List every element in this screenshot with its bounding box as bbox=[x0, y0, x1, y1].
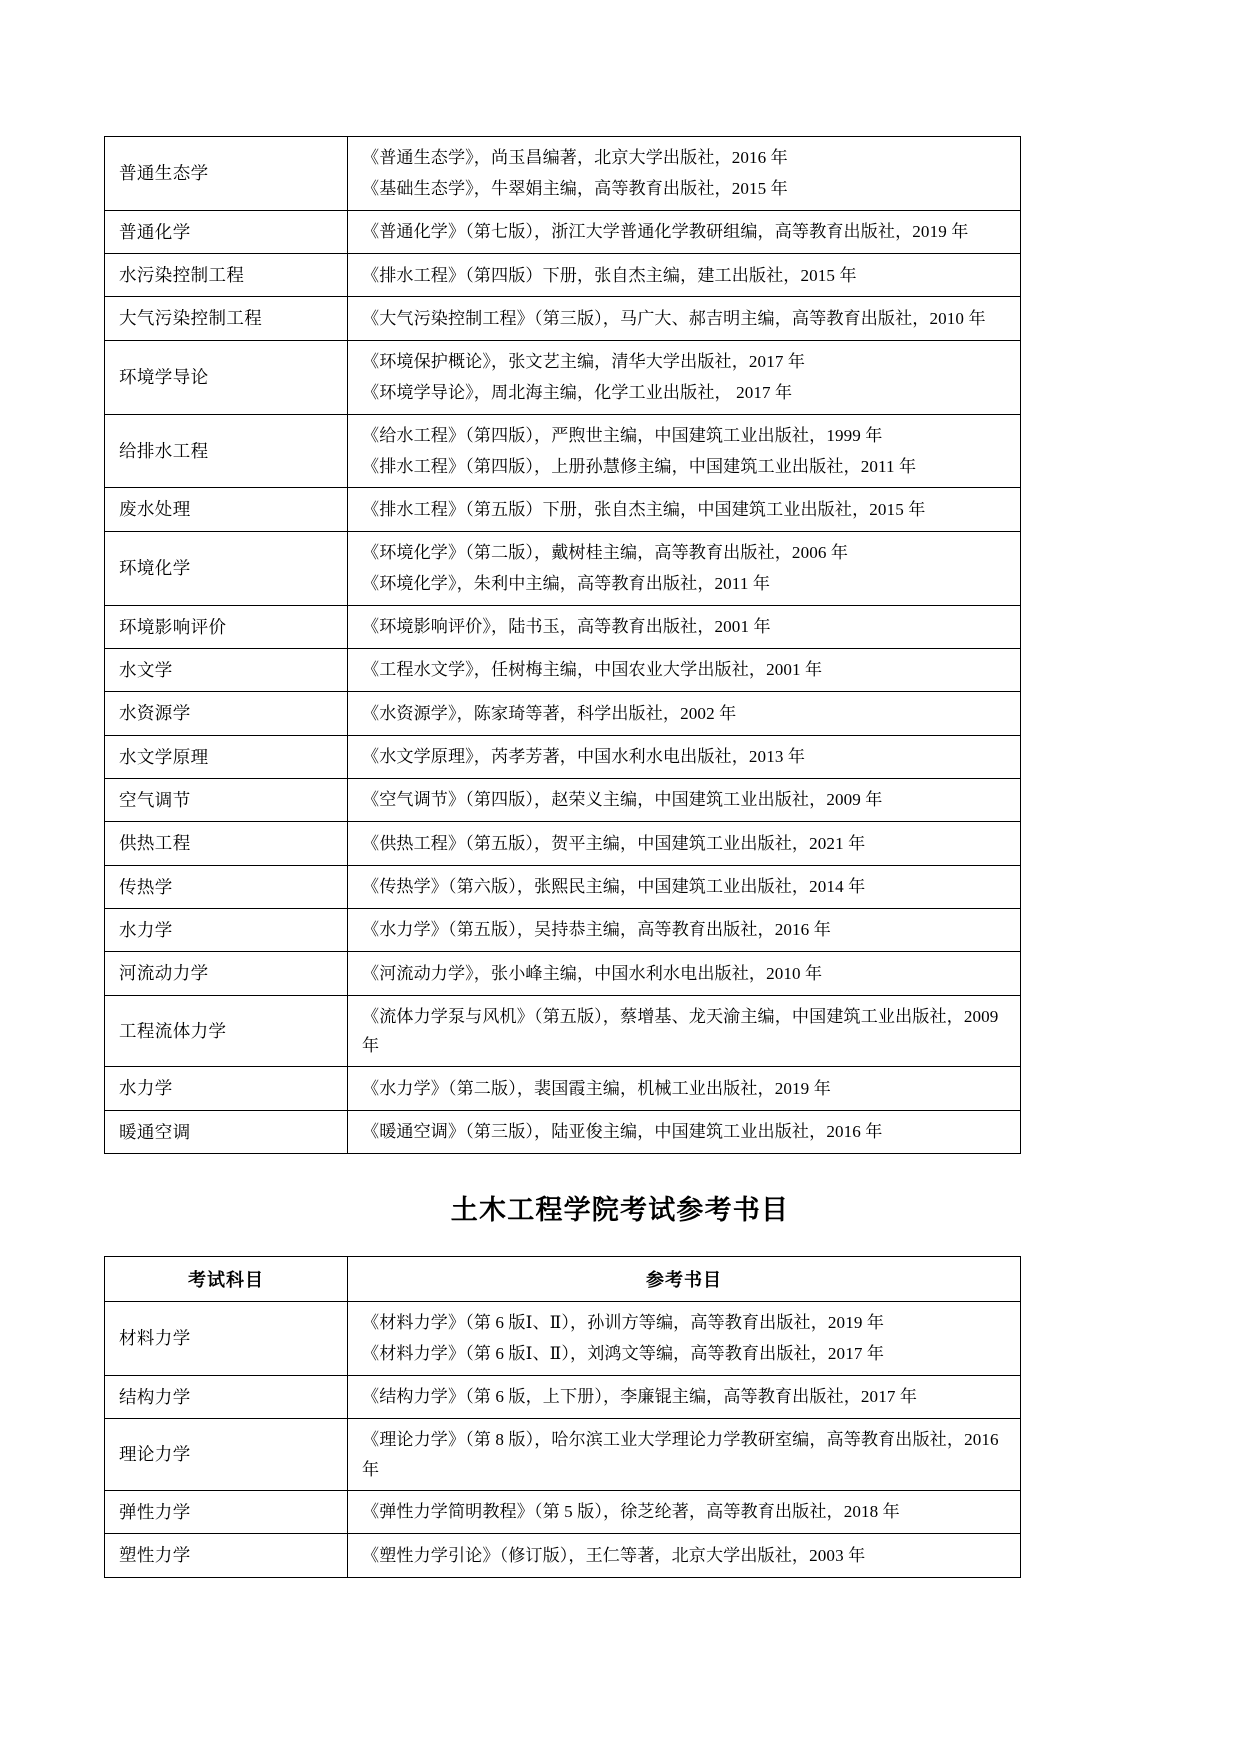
exam-subject-cell: 水文学原理 bbox=[105, 735, 348, 778]
header-books: 参考书目 bbox=[348, 1257, 1021, 1302]
reference-books-cell bbox=[348, 210, 1021, 253]
exam-subject-cell: 环境影响评价 bbox=[105, 605, 348, 648]
exam-subject-cell: 给排水工程 bbox=[105, 414, 348, 488]
exam-subject-cell: 大气污染控制工程 bbox=[105, 297, 348, 340]
exam-subject-cell: 环境化学 bbox=[105, 531, 348, 605]
book-entry: 《排水工程》（第五版）下册，张自杰主编，中国建筑工业出版社，2015 年 bbox=[362, 499, 926, 519]
book-entry: 《水资源学》，陈家琦等著，科学出版社，2002 年 bbox=[362, 703, 737, 723]
reference-books-cell bbox=[348, 254, 1021, 297]
table-row bbox=[105, 822, 1021, 865]
reference-books-cell bbox=[348, 822, 1021, 865]
book-entry: 《环境学导论》，周北海主编，化学工业出版社， 2017 年 bbox=[362, 383, 793, 403]
exam-subject-cell: 塑性力学 bbox=[105, 1534, 348, 1577]
book-entry: 《环境影响评价》，陆书玉，高等教育出版社，2001 年 bbox=[362, 616, 771, 636]
table-row bbox=[105, 297, 1021, 340]
book-entry: 《传热学》（第六版），张熙民主编，中国建筑工业出版社，2014 年 bbox=[362, 877, 866, 897]
table-row bbox=[105, 488, 1021, 531]
book-entry: 《材料力学》（第 6 版Ⅰ、Ⅱ），孙训方等编，高等教育出版社，2019 年 bbox=[362, 1313, 885, 1332]
reference-books-cell bbox=[348, 137, 1021, 211]
exam-subject-cell: 水污染控制工程 bbox=[105, 254, 348, 297]
table-row bbox=[105, 692, 1021, 735]
book-entry: 《普通化学》（第七版），浙江大学普通化学教研组编，高等教育出版社，2019 年 bbox=[362, 222, 969, 242]
exam-subject-cell: 弹性力学 bbox=[105, 1490, 348, 1533]
table-row bbox=[105, 908, 1021, 951]
book-entry: 《水文学原理》，芮孝芳著，中国水利水电出版社，2013 年 bbox=[362, 747, 806, 766]
table-row bbox=[105, 1419, 1021, 1491]
exam-subject-cell: 废水处理 bbox=[105, 488, 348, 531]
reference-books-cell bbox=[348, 1419, 1021, 1491]
table-row bbox=[105, 1067, 1021, 1110]
table-row bbox=[105, 605, 1021, 648]
reference-books-cell bbox=[348, 488, 1021, 531]
reference-books-cell bbox=[348, 531, 1021, 605]
exam-subject-cell: 传热学 bbox=[105, 865, 348, 908]
table-row bbox=[105, 531, 1021, 605]
reference-books-cell bbox=[348, 1534, 1021, 1577]
book-entry: 《普通生态学》，尚玉昌编著，北京大学出版社，2016 年 bbox=[362, 148, 788, 167]
reference-books-cell bbox=[348, 1490, 1021, 1533]
book-entry: 《环境化学》，朱利中主编，高等教育出版社，2011 年 bbox=[362, 574, 771, 594]
reference-books-cell bbox=[348, 1110, 1021, 1153]
table-row bbox=[105, 340, 1021, 414]
exam-subject-cell: 普通化学 bbox=[105, 210, 348, 253]
reference-books-cell bbox=[348, 1375, 1021, 1418]
reference-books-cell bbox=[348, 735, 1021, 778]
reference-books-cell bbox=[348, 414, 1021, 488]
reference-books-table-two bbox=[104, 1256, 1021, 1578]
exam-subject-cell: 结构力学 bbox=[105, 1375, 348, 1418]
book-entry: 《暖通空调》（第三版），陆亚俊主编，中国建筑工业出版社，2016 年 bbox=[362, 1122, 883, 1142]
table-row bbox=[105, 648, 1021, 691]
book-entry: 《排水工程》（第四版），上册孙慧修主编，中国建筑工业出版社，2011 年 bbox=[362, 456, 917, 476]
exam-subject-cell: 河流动力学 bbox=[105, 952, 348, 995]
exam-subject-cell: 材料力学 bbox=[105, 1302, 348, 1376]
book-entry: 《排水工程》（第四版）下册，张自杰主编，建工出版社，2015 年 bbox=[362, 265, 857, 285]
table-two-body bbox=[105, 1302, 1021, 1578]
book-entry: 《环境保护概论》，张文艺主编，清华大学出版社，2017 年 bbox=[362, 351, 806, 371]
table-row bbox=[105, 1375, 1021, 1418]
reference-books-cell bbox=[348, 952, 1021, 995]
book-entry: 《工程水文学》，任树梅主编，中国农业大学出版社，2001 年 bbox=[362, 660, 823, 680]
table-row bbox=[105, 778, 1021, 821]
table-row bbox=[105, 254, 1021, 297]
exam-subject-cell: 水力学 bbox=[105, 908, 348, 951]
table-header-row bbox=[105, 1257, 1021, 1302]
reference-books-cell bbox=[348, 778, 1021, 821]
book-entry: 《结构力学》（第 6 版，上下册），李廉锟主编，高等教育出版社，2017 年 bbox=[362, 1387, 918, 1407]
reference-books-cell bbox=[348, 648, 1021, 691]
book-entry: 《河流动力学》，张小峰主编，中国水利水电出版社，2010 年 bbox=[362, 963, 823, 983]
table-row bbox=[105, 865, 1021, 908]
table-row bbox=[105, 1110, 1021, 1153]
table-row bbox=[105, 1490, 1021, 1533]
reference-books-cell bbox=[348, 865, 1021, 908]
exam-subject-cell: 水力学 bbox=[105, 1067, 348, 1110]
reference-books-cell bbox=[348, 1067, 1021, 1110]
exam-subject-cell: 水资源学 bbox=[105, 692, 348, 735]
book-entry: 《水力学》（第二版），裴国霞主编，机械工业出版社，2019 年 bbox=[362, 1078, 831, 1098]
book-entry: 《给水工程》（第四版），严煦世主编，中国建筑工业出版社，1999 年 bbox=[362, 425, 883, 445]
header-subject: 考试科目 bbox=[105, 1257, 348, 1302]
book-entry: 《大气污染控制工程》（第三版），马广大、郝吉明主编，高等教育出版社，2010 年 bbox=[362, 308, 986, 328]
exam-subject-cell: 暖通空调 bbox=[105, 1110, 348, 1153]
exam-subject-cell: 水文学 bbox=[105, 648, 348, 691]
reference-books-cell bbox=[348, 692, 1021, 735]
table-row bbox=[105, 952, 1021, 995]
table-row bbox=[105, 1534, 1021, 1577]
book-entry: 《空气调节》（第四版），赵荣义主编，中国建筑工业出版社，2009 年 bbox=[362, 790, 883, 810]
exam-subject-cell: 环境学导论 bbox=[105, 340, 348, 414]
book-entry: 《流体力学泵与风机》（第五版），蔡增基、龙天渝主编，中国建筑工业出版社，2009 年 bbox=[362, 1006, 999, 1055]
book-entry: 《弹性力学简明教程》（第 5 版），徐芝纶著，高等教育出版社，2018 年 bbox=[362, 1502, 900, 1522]
table-row bbox=[105, 137, 1021, 211]
exam-subject-cell: 空气调节 bbox=[105, 778, 348, 821]
table-row bbox=[105, 1302, 1021, 1376]
exam-subject-cell: 理论力学 bbox=[105, 1419, 348, 1491]
reference-books-cell bbox=[348, 908, 1021, 951]
exam-subject-cell: 供热工程 bbox=[105, 822, 348, 865]
reference-books-cell bbox=[348, 1302, 1021, 1376]
table-two-head bbox=[105, 1257, 1021, 1302]
table-one-body bbox=[105, 137, 1021, 1154]
book-entry: 《供热工程》（第五版），贺平主编，中国建筑工业出版社，2021 年 bbox=[362, 833, 866, 853]
reference-books-cell bbox=[348, 995, 1021, 1067]
book-entry: 《理论力学》（第 8 版），哈尔滨工业大学理论力学教研室编，高等教育出版社，2016 年 bbox=[362, 1430, 999, 1479]
table-row bbox=[105, 210, 1021, 253]
exam-subject-cell: 工程流体力学 bbox=[105, 995, 348, 1067]
section-title: 土木工程学院考试参考书目 bbox=[450, 1195, 790, 1226]
book-entry: 《环境化学》（第二版），戴树桂主编，高等教育出版社，2006 年 bbox=[362, 542, 849, 562]
reference-books-cell bbox=[348, 297, 1021, 340]
book-entry: 《材料力学》（第 6 版Ⅰ、Ⅱ），刘鸿文等编，高等教育出版社，2017 年 bbox=[362, 1344, 885, 1364]
reference-books-cell bbox=[348, 340, 1021, 414]
reference-books-cell bbox=[348, 605, 1021, 648]
book-entry: 《塑性力学引论》（修订版），王仁等著，北京大学出版社，2003 年 bbox=[362, 1545, 866, 1565]
book-entry: 《水力学》（第五版），吴持恭主编，高等教育出版社，2016 年 bbox=[362, 920, 831, 940]
table-row bbox=[105, 735, 1021, 778]
table-row bbox=[105, 414, 1021, 488]
exam-subject-cell: 普通生态学 bbox=[105, 137, 348, 211]
book-entry: 《基础生态学》，牛翠娟主编，高等教育出版社，2015 年 bbox=[362, 179, 788, 199]
reference-books-table-one bbox=[104, 136, 1021, 1154]
table-row bbox=[105, 995, 1021, 1067]
